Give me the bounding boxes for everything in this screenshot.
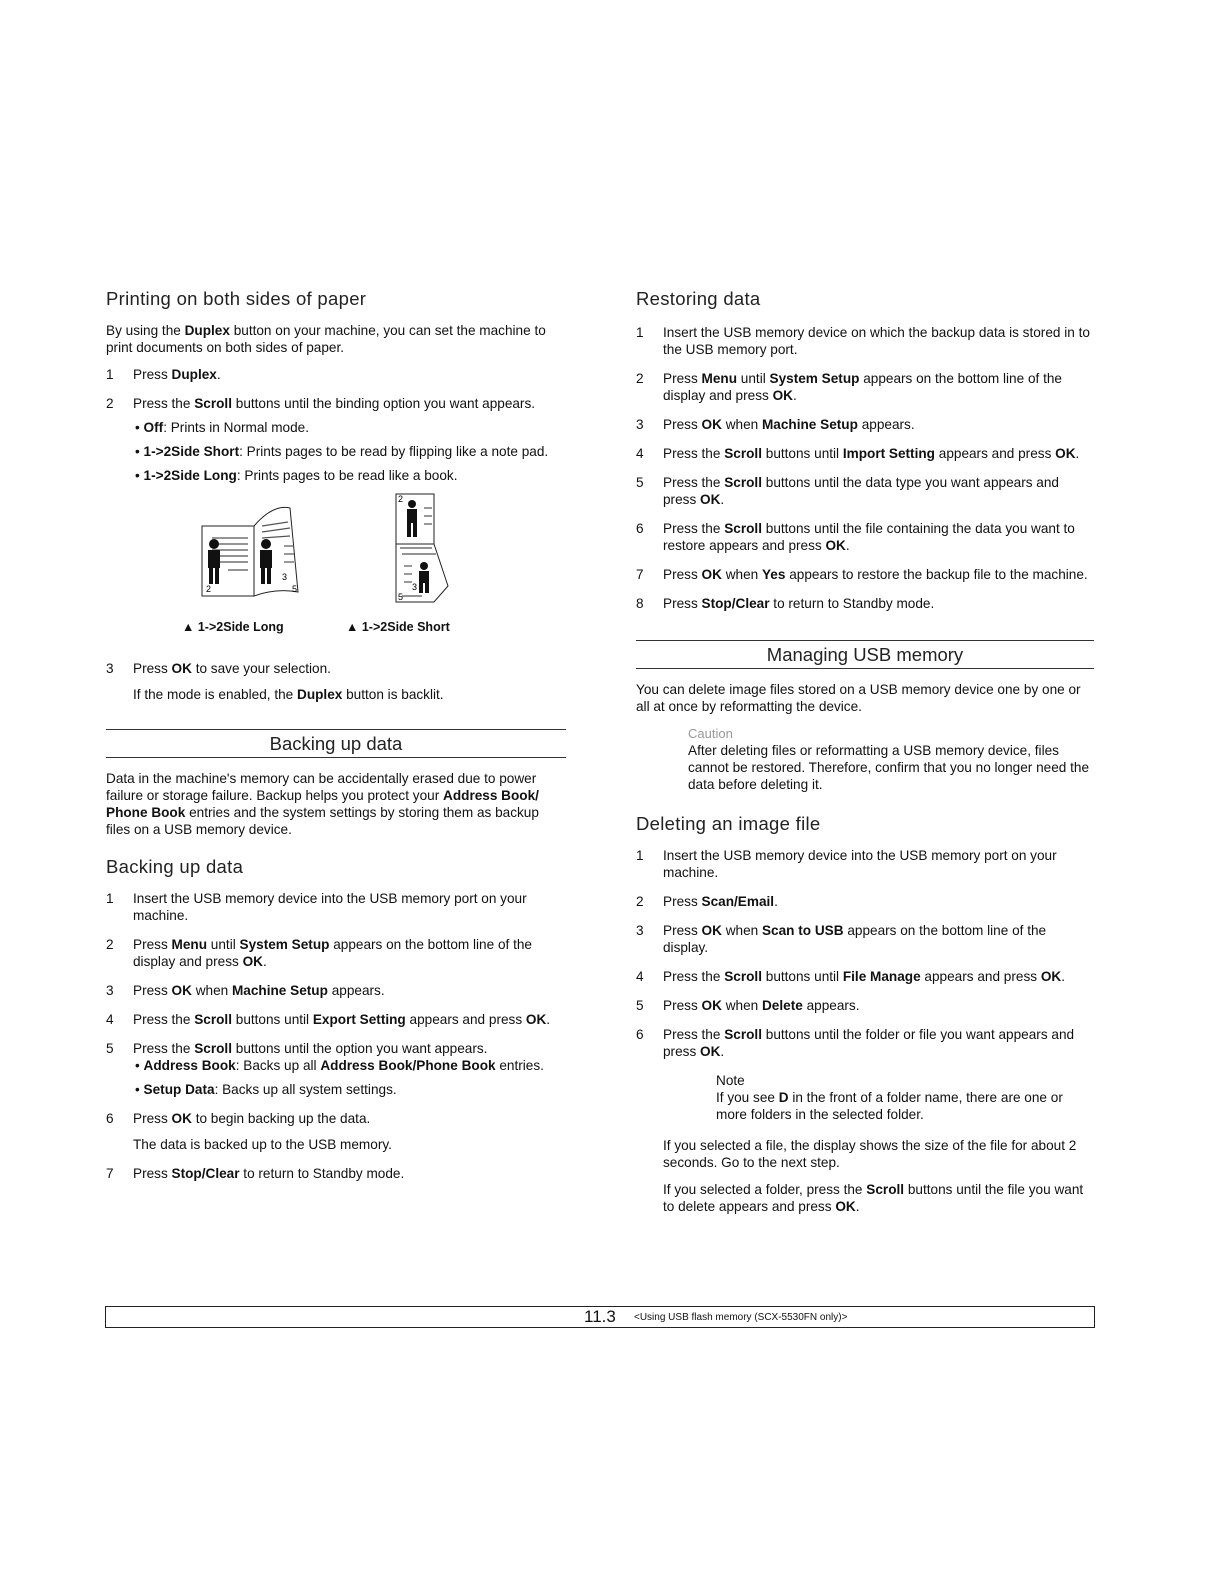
deleting-steps bbox=[636, 847, 1094, 1060]
restoring-steps bbox=[636, 324, 1094, 612]
backing-step-3: 3 Press OK when Machine Setup appears. bbox=[106, 983, 385, 998]
caution-text: After deleting files or reformatting a USB memory device, files cannot be restored. Therefore, confirm that you no longer need the data before deleting it. bbox=[688, 743, 1090, 792]
fig-long-page-num: 3 bbox=[282, 572, 288, 582]
printing-heading: Printing on both sides of paper bbox=[106, 288, 367, 309]
book-binding-illustration bbox=[198, 496, 308, 606]
caution-box bbox=[688, 725, 1094, 793]
deleting-step-2: 2 Press Scan/Email. bbox=[636, 894, 778, 909]
deleting-step-4: 4 Press the Scroll buttons until File Manage appears and press OK. bbox=[636, 969, 1065, 984]
backing-step-5: 5 Press the Scroll buttons until the option you want appears. bbox=[106, 1041, 488, 1056]
notepad-binding-illustration bbox=[392, 490, 452, 610]
deleting-heading: Deleting an image file bbox=[636, 813, 821, 834]
left-column bbox=[106, 288, 566, 1194]
bullet-long: • 1->2Side Long: Prints pages to be read like a book. bbox=[135, 468, 458, 483]
note-box bbox=[716, 1072, 1094, 1123]
printing-step-1: 1 Press Duplex. bbox=[106, 367, 221, 382]
backing-step-2: 2 Press Menu until System Setup appears on the bottom line of the display and press OK. bbox=[106, 937, 532, 969]
bullet-setup-data: • Setup Data: Backs up all system settings. bbox=[135, 1082, 397, 1097]
backing-steps-cont bbox=[106, 1057, 566, 1182]
restoring-step-2: 2 Press Menu until System Setup appears on the bottom line of the display and press OK. bbox=[636, 371, 1062, 403]
backing-steps bbox=[106, 890, 566, 1057]
backing-heading: Backing up data bbox=[106, 856, 244, 877]
caption-long: ▲ 1->2Side Long bbox=[182, 620, 284, 634]
backing-step-4: 4 Press the Scroll buttons until Export Setting appears and press OK. bbox=[106, 1012, 551, 1027]
caution-title: Caution bbox=[688, 726, 733, 741]
restoring-step-3: 3 Press OK when Machine Setup appears. bbox=[636, 417, 915, 432]
printing-step-2: 2 Press the Scroll buttons until the binding option you want appears. • Off: Prints in Normal mode. • 1->2Side Short: Prints pages to be read by flipping like a note pad. • 1->2Side Long: Prints pages to be read like a book. bbox=[106, 395, 566, 484]
caption-short: ▲ 1->2Side Short bbox=[346, 620, 450, 634]
backing-step-6: 6 Press OK to begin backing up the data. The data is backed up to the USB memory. bbox=[106, 1110, 566, 1153]
managing-section-bar: Managing USB memory bbox=[636, 640, 1094, 669]
fig-short-page-num: 3 bbox=[412, 582, 418, 592]
restoring-heading: Restoring data bbox=[636, 288, 761, 309]
printing-step-3: 3 Press OK to save your selection. If the mode is enabled, the Duplex button is backlit. bbox=[106, 660, 566, 703]
page-number: 11.3 bbox=[584, 1307, 616, 1326]
after-text-file: If you selected a file, the display shows the size of the file for about 2 seconds. Go to the next step. bbox=[663, 1138, 1077, 1170]
bullet-address-book: • Address Book: Backs up all Address Book/Phone Book entries. bbox=[135, 1058, 544, 1073]
deleting-step-1: 1 Insert the USB memory device into the USB memory port on your machine. bbox=[636, 848, 1057, 880]
backing-step-1: 1 Insert the USB memory device into the USB memory port on your machine. bbox=[106, 891, 527, 923]
fig-long-page-num: 5 bbox=[292, 584, 298, 594]
step6-note: The data is backed up to the USB memory. bbox=[133, 1137, 392, 1152]
printing-intro: By using the Duplex button on your machine, you can set the machine to print documents on both sides of paper. bbox=[106, 323, 546, 355]
backing-intro: Data in the machine's memory can be accidentally erased due to power failure or storage failure. Backup helps you protect your Address Book/ Phone Book entries and the system settings by storing them as backup files on a USB memory device. bbox=[106, 771, 539, 837]
deleting-step-5: 5 Press OK when Delete appears. bbox=[636, 998, 860, 1013]
restoring-step-6: 6 Press the Scroll buttons until the file containing the data you want to restore appears and press OK. bbox=[636, 521, 1075, 553]
right-column bbox=[636, 288, 1094, 1225]
duplex-figures bbox=[106, 496, 566, 646]
fig-short-page-num: 5 bbox=[398, 592, 404, 602]
restoring-step-1: 1 Insert the USB memory device on which the backup data is stored in to the USB memory port. bbox=[636, 325, 1090, 357]
deleting-step-3: 3 Press OK when Scan to USB appears on the bottom line of the display. bbox=[636, 923, 1047, 955]
restoring-step-5: 5 Press the Scroll buttons until the data type you want appears and press OK. bbox=[636, 475, 1059, 507]
backing-section-bar: Backing up data bbox=[106, 729, 566, 758]
after-text-folder: If you selected a folder, press the Scroll buttons until the file you want to delete appears and press OK. bbox=[663, 1182, 1084, 1214]
managing-intro: You can delete image files stored on a USB memory device one by one or all at once by reformatting the device. bbox=[636, 682, 1081, 714]
printing-steps-cont bbox=[106, 660, 566, 703]
deleting-step-6: 6 Press the Scroll buttons until the folder or file you want appears and press OK. bbox=[636, 1027, 1075, 1059]
note-title: Note bbox=[716, 1073, 745, 1088]
restoring-step-4: 4 Press the Scroll buttons until Import Setting appears and press OK. bbox=[636, 446, 1080, 461]
restoring-step-8: 8 Press Stop/Clear to return to Standby mode. bbox=[636, 596, 935, 611]
page-footer bbox=[105, 1306, 1095, 1328]
printing-steps bbox=[106, 366, 566, 484]
step3-note: If the mode is enabled, the Duplex button is backlit. bbox=[133, 687, 444, 702]
bullet-off: • Off: Prints in Normal mode. bbox=[135, 420, 309, 435]
backing-step-7: 7 Press Stop/Clear to return to Standby mode. bbox=[106, 1166, 405, 1181]
fig-long-page-num: 2 bbox=[206, 584, 212, 594]
bullet-short: • 1->2Side Short: Prints pages to be read by flipping like a note pad. bbox=[135, 444, 549, 459]
fig-short-page-num: 2 bbox=[398, 494, 404, 504]
step5-bullets bbox=[106, 1057, 566, 1098]
restoring-step-7: 7 Press OK when Yes appears to restore the backup file to the machine. bbox=[636, 567, 1088, 582]
chapter-title: <Using USB flash memory (SCX-5530FN only)> bbox=[634, 1312, 848, 1323]
note-text: If you see D in the front of a folder name, there are one or more folders in the selected folder. bbox=[716, 1090, 1063, 1122]
